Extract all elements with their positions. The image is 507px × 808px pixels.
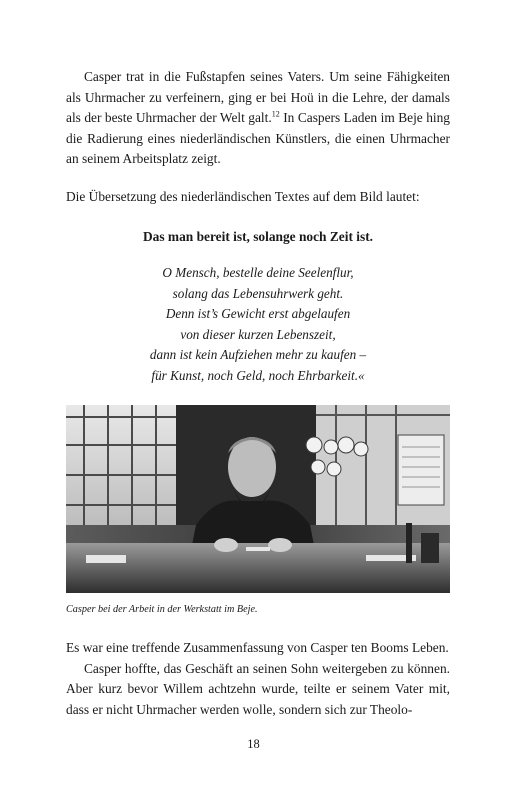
motto-heading: Das man bereit ist, solange noch Zeit ist. <box>143 229 373 244</box>
photo-caption: Casper bei der Arbeit in der Werkstatt im Beje. <box>66 604 258 615</box>
paragraph2-line1: Es war eine treffende Zusammenfassung von Casper ten Booms Leben. <box>66 640 449 655</box>
paragraph-casper-apprenticeship <box>66 67 450 170</box>
poem-line: solang das Lebensuhrwerk geht. <box>172 285 344 301</box>
page-number: 18 <box>247 737 260 751</box>
paragraph-summary <box>66 638 450 720</box>
translation-intro: Die Übersetzung des niederländischen Textes auf dem Bild lautet: <box>66 189 420 204</box>
paragraph2-line2: Casper hoffte, das Geschäft an seinen Sohn weitergeben zu können. Aber kurz bevor Willem achtzehn wurde, teilte er seinem Vater mit, dass er nicht Uhrmacher werden wolle, sondern sich zur Theolo- <box>66 660 450 717</box>
paragraph1-text-a: Casper trat in die Fußstapfen seines Vaters. Um seine Fähigkeiten als Uhrmacher zu verfeinern, ging er bei Hoü in die Lehre, der damals als der beste Uhrmacher der Welt galt. <box>66 69 450 125</box>
poem-line: von dieser kurzen Lebenszeit, <box>180 326 336 342</box>
photo-casper-at-workbench <box>66 405 450 593</box>
poem-block <box>66 263 450 386</box>
poem-line: dann ist kein Aufziehen mehr zu kaufen – <box>149 347 367 362</box>
paragraph1-text-b: In Caspers Laden im Beje hing die Radierung eines niederländischen Künstlers, die einen Uhrmacher an seinem Arbeitsplatz zeigt. <box>66 110 451 166</box>
footnote-reference[interactable]: 12 <box>271 109 280 119</box>
photo-illustration <box>66 405 450 593</box>
poem-line: O Mensch, bestelle deine Seelenflur, <box>162 265 354 280</box>
poem-line: Denn ist’s Gewicht erst abgelaufen <box>165 306 351 321</box>
poem-line: für Kunst, noch Geld, noch Ehrbarkeit.« <box>151 367 365 383</box>
